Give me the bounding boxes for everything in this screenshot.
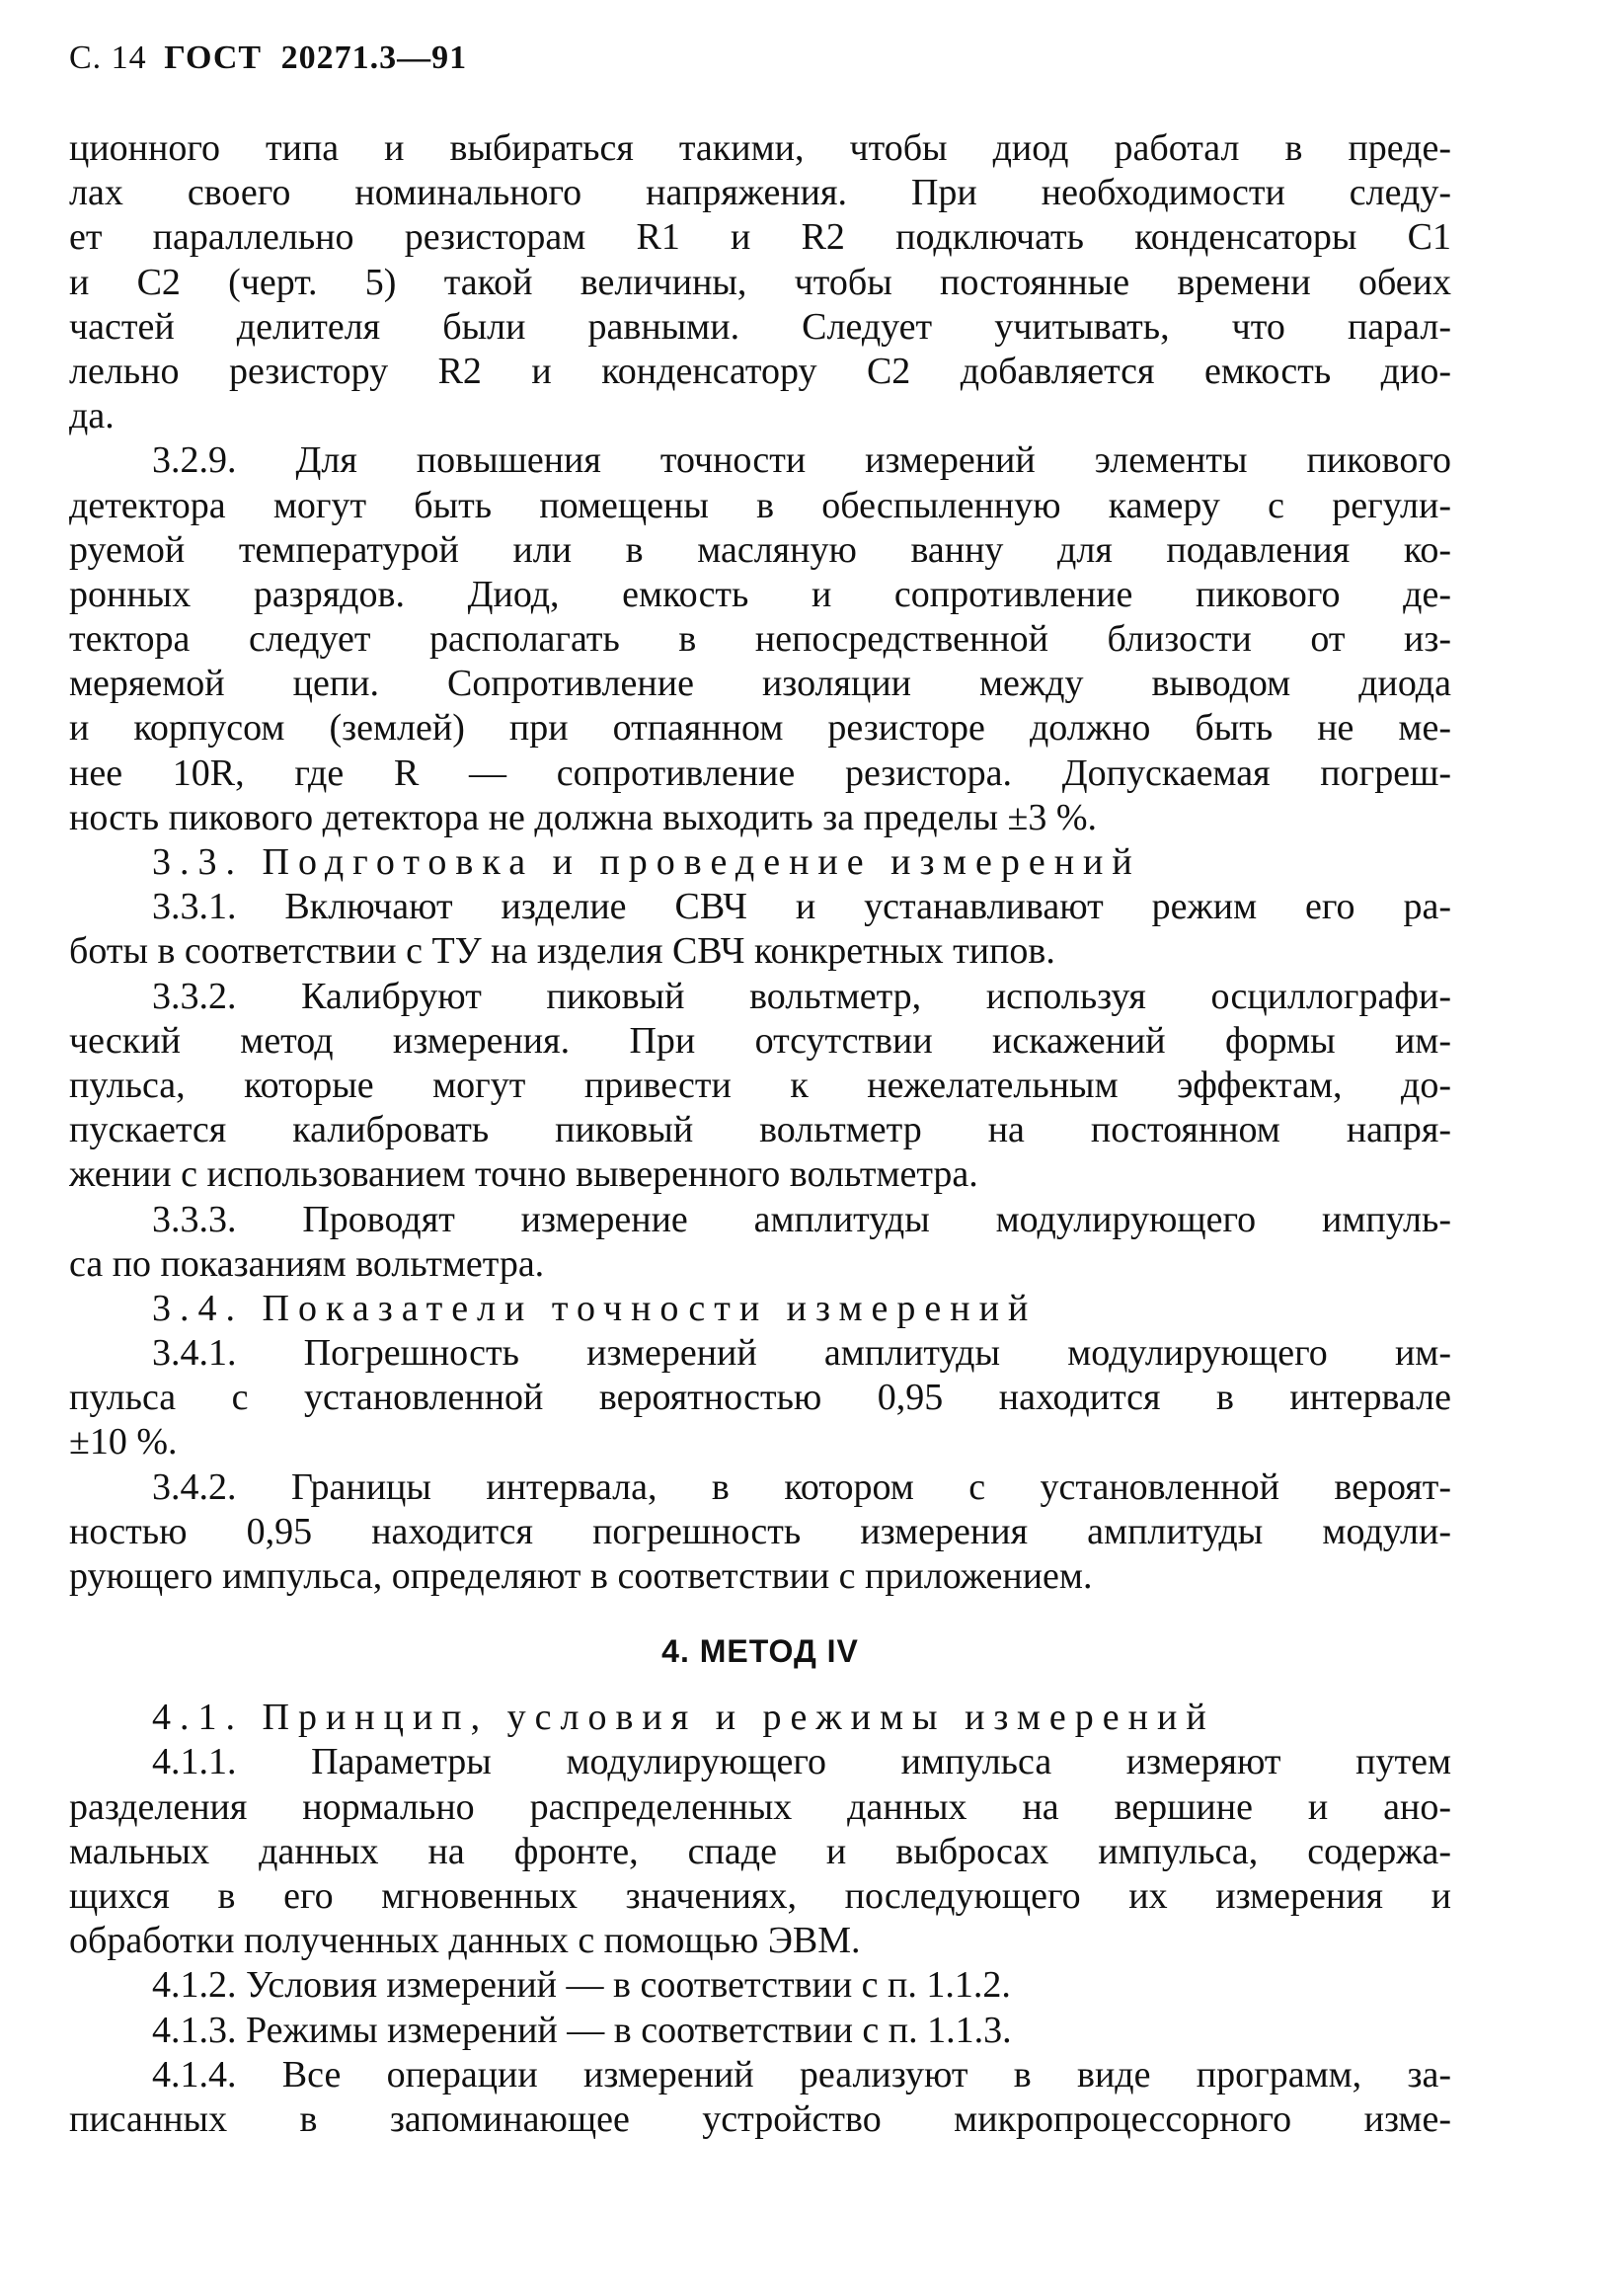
subsection-heading-3-3: 3.3. Подготовка и проведение измерений (152, 841, 1141, 883)
paragraph-3-4-1: 3.4.1. Погрешность измерений амплитуды модулирующего им- (152, 1332, 1451, 1375)
standard-label: ГОСТ (164, 40, 263, 76)
paragraph-4-1-1: 4.1.1. Параметры модулирующего импульса измеряют путем (152, 1741, 1451, 1783)
text-line: руемой температурой или в масляную ванну для подавления ко- (69, 528, 1451, 571)
paragraph-3-3-3: 3.3.3. Проводят измерение амплитуды модулирующего импуль- (152, 1198, 1451, 1240)
text-line: лельно резистору R2 и конденсатору C2 добавляется емкость дио- (69, 350, 1451, 392)
text-line: ционного типа и выбираться такими, чтобы диод работал в преде- (69, 127, 1451, 169)
text-line: рующего импульса, определяют в соответствии с приложением. (69, 1555, 1093, 1597)
text-line: жении с использованием точно выверенного вольтметра. (69, 1153, 978, 1196)
text-line: ±10 %. (69, 1421, 178, 1463)
paragraph-3-3-2: 3.3.2. Калибруют пиковый вольтметр, используя осциллографи- (152, 975, 1451, 1017)
text-line: пускается калибровать пиковый вольтметр на постоянном напря- (69, 1109, 1451, 1151)
text-line: нее 10R, где R — сопротивление резистора. Допускаемая погреш- (69, 751, 1451, 794)
section-title-4: 4. МЕТОД IV (661, 1633, 859, 1670)
text-line: ет параллельно резисторам R1 и R2 подключать конденсаторы C1 (69, 216, 1451, 259)
paragraph-4-1-4: 4.1.4. Все операции измерений реализуют в виде программ, за- (152, 2053, 1451, 2095)
text-line: меряемой цепи. Сопротивление изоляции между выводом диода (69, 663, 1451, 705)
page-number: С. 14 (69, 40, 147, 76)
text-line: ческий метод измерения. При отсутствии искажений формы им- (69, 1019, 1451, 1062)
standard-number: 20271.3—91 (280, 40, 468, 76)
subsection-heading-3-4: 3.4. Показатели точности измерений (152, 1287, 1038, 1329)
text-line: пульса с установленной вероятностью 0,95 находится в интервале (69, 1377, 1451, 1419)
text-line: разделения нормально распределенных данных на вершине и ано- (69, 1785, 1451, 1828)
text-line: щихся в его мгновенных значениях, последующего их измерения и (69, 1874, 1451, 1917)
text-line: тектора следует располагать в непосредственной близости от из- (69, 618, 1451, 661)
text-line: обработки полученных данных с помощью ЭВМ. (69, 1920, 861, 1962)
text-line: лах своего номинального напряжения. При необходимости следу- (69, 172, 1451, 214)
paragraph-3-3-1: 3.3.1. Включают изделие СВЧ и устанавливают режим его ра- (152, 886, 1451, 928)
text-line: боты в соответствии с ТУ на изделия СВЧ конкретных типов. (69, 930, 1055, 973)
page-header (69, 40, 467, 77)
paragraph-3-4-2: 3.4.2. Границы интервала, в котором с установленной вероят- (152, 1465, 1451, 1508)
paragraph-3-2-9: 3.2.9. Для повышения точности измерений элементы пикового (152, 439, 1451, 482)
text-line: ностью 0,95 находится погрешность измерения амплитуды модули- (69, 1510, 1451, 1552)
text-line: и C2 (черт. 5) такой величины, чтобы постоянные времени обеих (69, 261, 1451, 303)
paragraph-4-1-3: 4.1.3. Режимы измерений — в соответствии с п. 1.1.3. (152, 2009, 1012, 2051)
text-line: частей делителя были равными. Следует учитывать, что парал- (69, 305, 1451, 348)
text-line: пульса, которые могут привести к нежелательным эффектам, до- (69, 1064, 1451, 1106)
text-line: да. (69, 395, 115, 437)
text-line: ронных разрядов. Диод, емкость и сопротивление пикового де- (69, 573, 1451, 615)
document-body (69, 126, 1451, 2142)
text-line: детектора могут быть помещены в обеспыленную камеру с регули- (69, 484, 1451, 526)
text-line: и корпусом (землей) при отпаянном резисторе должно быть не ме- (69, 707, 1451, 750)
paragraph-4-1-2: 4.1.2. Условия измерений — в соответствии с п. 1.1.2. (152, 1964, 1011, 2007)
subsection-heading-4-1: 4.1. Принцип, условия и режимы измерений (152, 1697, 1215, 1739)
text-line: са по показаниям вольтметра. (69, 1242, 545, 1285)
text-line: писанных в запоминающее устройство микропроцессорного изме- (69, 2097, 1451, 2140)
text-line: мальных данных на фронте, спаде и выбросах импульса, содержа- (69, 1830, 1451, 1872)
text-line: ность пикового детектора не должна выходить за пределы ±3 %. (69, 796, 1097, 838)
